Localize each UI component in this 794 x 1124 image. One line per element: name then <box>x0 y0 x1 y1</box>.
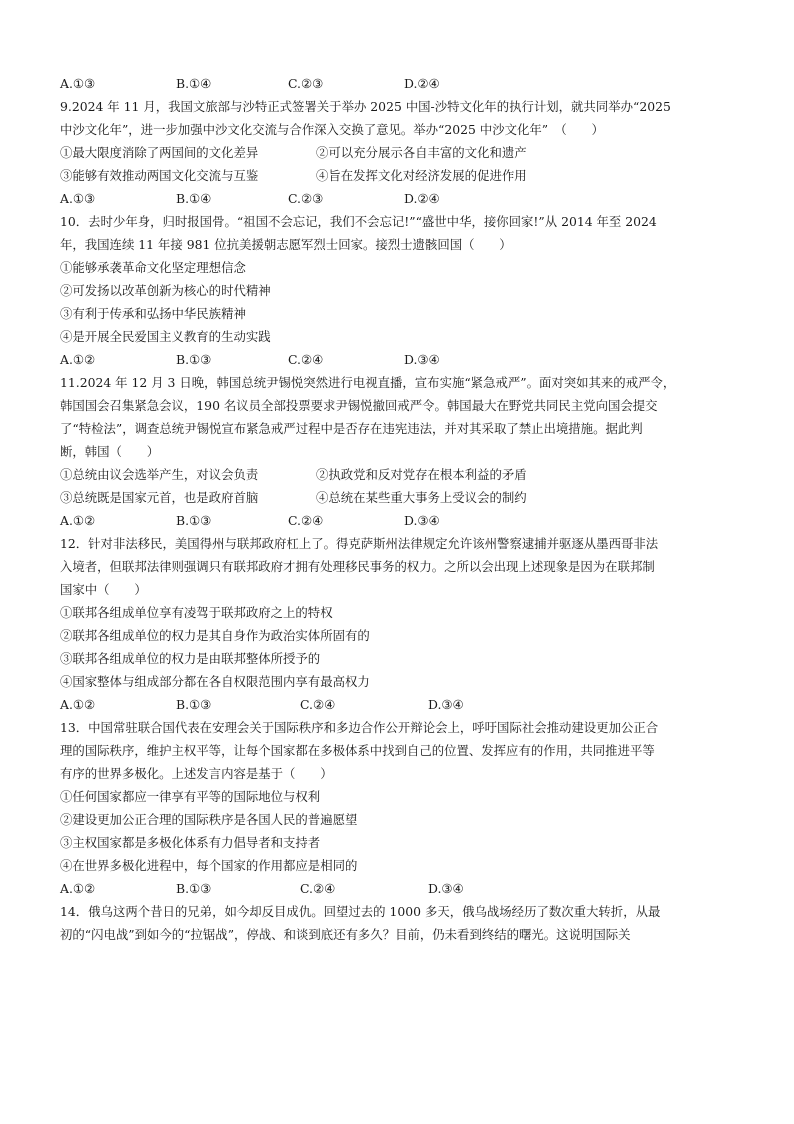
q12-option-b: B.①③ <box>176 697 212 712</box>
q10-option-b: B.①③ <box>176 352 212 367</box>
q13-option-d: D.③④ <box>428 881 464 896</box>
q9-option-a: A.①③ <box>60 191 96 206</box>
q8-option-a: A.①③ <box>60 76 96 91</box>
q11-option-c: C.②④ <box>288 513 324 528</box>
q10-choice-4: ④是开展全民爱国主义教育的生动实践 <box>60 329 271 344</box>
q13-stem-line-1: 13．中国常驻联合国代表在安理会关于国际秩序和多边合作公开辩论会上，呼吁国际社会推动建设更加公正合 <box>60 720 659 735</box>
q8-option-c: C.②③ <box>288 76 324 91</box>
q12-stem-line-1: 12．针对非法移民，美国得州与联邦政府杠上了。得克萨斯州法律规定允许该州警察逮捕并驱逐从墨西哥非法 <box>60 536 659 551</box>
q11-option-a: A.①② <box>60 513 96 528</box>
q9-stem-line-1: 9.2024 年 11 月，我国文旅部与沙特正式签署关于举办 2025 中国-沙特文化年的执行计划，就共同举办“2025 <box>60 99 671 114</box>
q9-choice-1: ①最大限度消除了两国间的文化差异 <box>60 145 259 160</box>
q13-options <box>60 877 740 900</box>
q12-option-a: A.①② <box>60 697 96 712</box>
q12-stem-line-2: 入境者，但联邦法律则强调只有联邦政府才拥有处理移民事务的权力。之所以会出现上述现象是因为在联邦制 <box>60 559 655 574</box>
q11-choice-4: ④总统在某些重大事务上受议会的制约 <box>316 490 527 505</box>
q11-choice-row-1 <box>60 463 740 486</box>
q8-options <box>60 72 740 95</box>
q11-options <box>60 509 740 532</box>
q12-option-d: D.③④ <box>428 697 464 712</box>
q13-stem-line-2: 理的国际秩序，维护主权平等，让每个国家都在多极体系中找到自己的位置、发挥应有的作用，共同推进平等 <box>60 743 655 758</box>
q9-choice-2: ②可以充分展示各自丰富的文化和遗产 <box>316 145 527 160</box>
q13-choice-2: ②建设更加公正合理的国际秩序是各国人民的普遍愿望 <box>60 812 358 827</box>
q11-stem-line-3: 了“特检法”，调查总统尹锡悦宣布紧急戒严过程中是否存在违宪违法，并对其采取了禁止出境措施。据此判 <box>60 421 643 436</box>
q9-option-c: C.②③ <box>288 191 324 206</box>
q9-option-b: B.①④ <box>176 191 212 206</box>
q12-option-c: C.②④ <box>300 697 336 712</box>
exam-page <box>60 72 740 946</box>
q10-stem-line-2: 年，我国连续 11 年接 981 位抗美援朝志愿军烈士回家。接烈士遗骸回国（ ） <box>60 237 512 252</box>
q14-stem-line-2: 初的“闪电战”到如今的“拉锯战”，停战、和谈到底还有多久？目前，仍未看到终结的曙光。这说明国际关 <box>60 927 631 942</box>
q11-stem-line-4: 断，韩国（ ） <box>60 444 160 459</box>
q10-choice-1: ①能够承袭革命文化坚定理想信念 <box>60 260 246 275</box>
q11-choice-2: ②执政党和反对党存在根本利益的矛盾 <box>316 467 527 482</box>
q9-choice-3: ③能够有效推动两国文化交流与互鉴 <box>60 168 259 183</box>
q13-option-c: C.②④ <box>300 881 336 896</box>
q10-choice-2: ②可发扬以改革创新为核心的时代精神 <box>60 283 271 298</box>
q13-option-a: A.①② <box>60 881 96 896</box>
q8-option-d: D.②④ <box>404 76 440 91</box>
q11-option-b: B.①③ <box>176 513 212 528</box>
q9-options <box>60 187 740 210</box>
q11-choice-1: ①总统由议会选举产生，对议会负责 <box>60 467 259 482</box>
q13-option-b: B.①③ <box>176 881 212 896</box>
q13-choice-4: ④在世界多极化进程中，每个国家的作用都应是相同的 <box>60 858 358 873</box>
q11-choice-3: ③总统既是国家元首，也是政府首脑 <box>60 490 259 505</box>
q11-stem-line-2: 韩国国会召集紧急会议，190 名议员全部投票要求尹锡悦撤回戒严令。韩国最大在野党共同民主党向国会提交 <box>60 398 658 413</box>
q10-stem-line-1: 10．去时少年身，归时报国骨。“祖国不会忘记，我们不会忘记!”“盛世中华，接你回家!”从 2014 年至 2024 <box>60 214 657 229</box>
q14-stem-line-1: 14．俄乌这两个昔日的兄弟，如今却反目成仇。回望过去的 1000 多天，俄乌战场经历了数次重大转折，从最 <box>60 904 661 919</box>
q12-options <box>60 693 740 716</box>
q11-choice-row-2 <box>60 486 740 509</box>
q12-choice-2: ②联邦各组成单位的权力是其自身作为政治实体所固有的 <box>60 628 370 643</box>
q10-options <box>60 348 740 371</box>
q11-option-d: D.③④ <box>404 513 440 528</box>
q13-choice-3: ③主权国家都是多极化体系有力倡导者和支持者 <box>60 835 321 850</box>
q13-stem-line-3: 有序的世界多极化。上述发言内容是基于（ ） <box>60 766 333 781</box>
q8-option-b: B.①④ <box>176 76 212 91</box>
q12-choice-3: ③联邦各组成单位的权力是由联邦整体所授予的 <box>60 651 321 666</box>
q9-stem-line-2: 中沙文化年”，进一步加强中沙文化交流与合作深入交换了意见。举办“2025 中沙文化年” （ ） <box>60 122 604 137</box>
q12-choice-1: ①联邦各组成单位享有凌驾于联邦政府之上的特权 <box>60 605 333 620</box>
q10-option-a: A.①② <box>60 352 96 367</box>
q9-choice-4: ④旨在发挥文化对经济发展的促进作用 <box>316 168 527 183</box>
q9-choice-row-2 <box>60 164 740 187</box>
q12-choice-4: ④国家整体与组成部分都在各自权限范围内享有最高权力 <box>60 674 370 689</box>
q9-choice-row-1 <box>60 141 740 164</box>
q9-option-d: D.②④ <box>404 191 440 206</box>
q10-option-d: D.③④ <box>404 352 440 367</box>
q11-stem-line-1: 11.2024 年 12 月 3 日晚，韩国总统尹锡悦突然进行电视直播，宣布实施“紧急戒严”。面对突如其来的戒严令， <box>60 375 676 390</box>
q10-choice-3: ③有利于传承和弘扬中华民族精神 <box>60 306 246 321</box>
q10-option-c: C.②④ <box>288 352 324 367</box>
q12-stem-line-3: 国家中（ ） <box>60 582 147 597</box>
q13-choice-1: ①任何国家都应一律享有平等的国际地位与权利 <box>60 789 321 804</box>
